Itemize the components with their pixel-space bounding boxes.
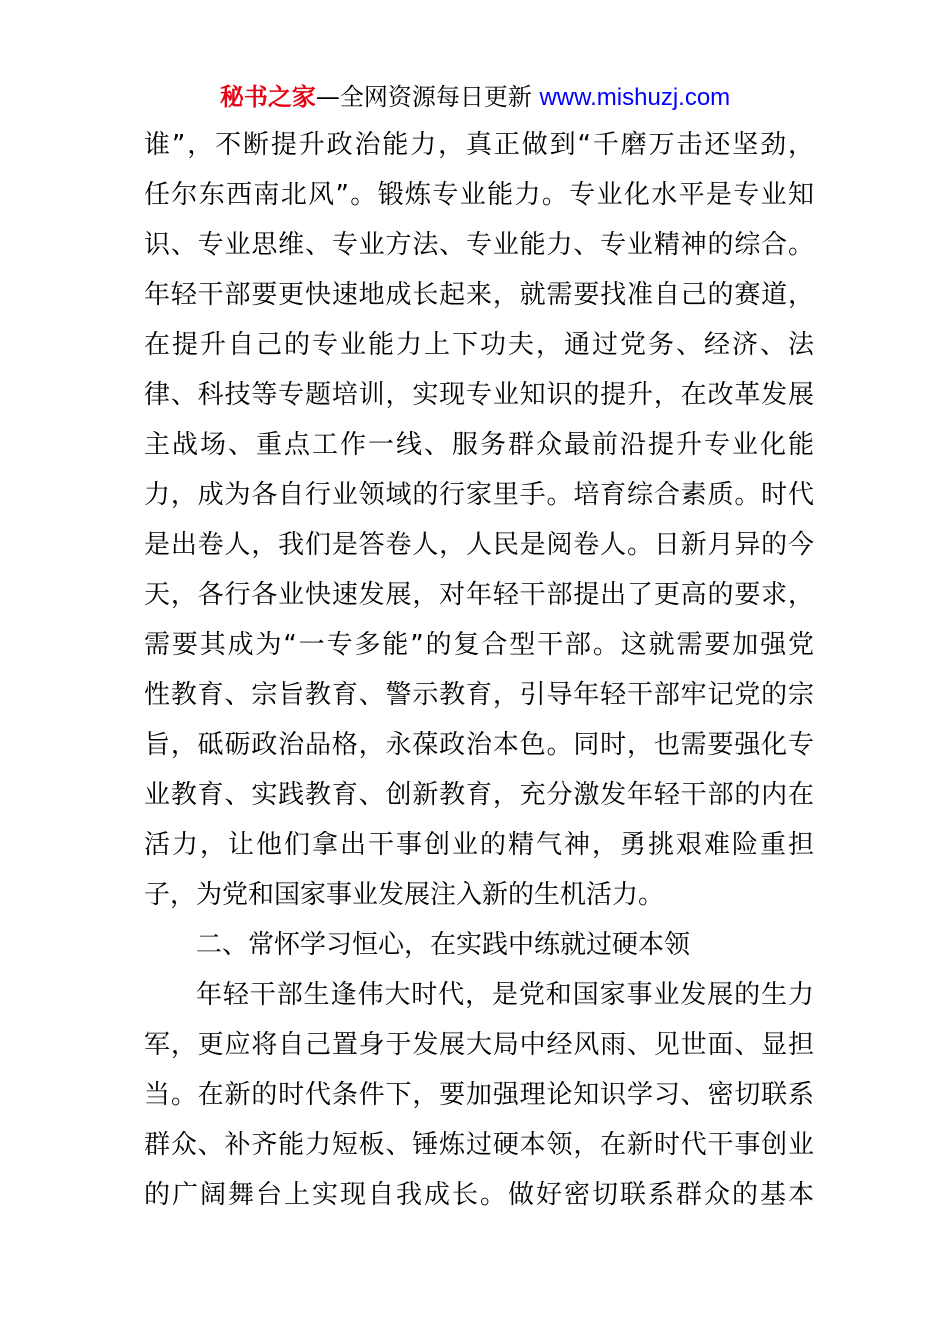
text-line: 在提升自己的专业能力上下功夫，通过党务、经济、法 <box>144 330 814 360</box>
header-tagline: —全网资源每日更新 <box>315 83 540 111</box>
text-line: 律、科技等专题培训，实现专业知识的提升，在改革发展 <box>144 380 814 410</box>
text-line: 业教育、实践教育、创新教育，充分激发年轻干部的内在 <box>144 780 814 810</box>
text-line: 子，为党和国家事业发展注入新的生机活力。 <box>144 880 665 910</box>
text-line: 群众、补齐能力短板、锤炼过硬本领，在新时代干事创业 <box>144 1130 814 1160</box>
brand-name: 秘书之家 <box>219 83 316 111</box>
text-line: 主战场、重点工作一线、服务群众最前沿提升专业化能 <box>144 430 814 460</box>
text-line: 任尔东西南北风”。锻炼专业能力。专业化水平是专业知 <box>144 180 814 210</box>
text-line: 活力，让他们拿出干事创业的精气神，勇挑艰难险重担 <box>144 830 814 860</box>
text-line: 力，成为各自行业领域的行家里手。培育综合素质。时代 <box>144 480 814 510</box>
text-line: 旨，砥砺政治品格，永葆政治本色。同时，也需要强化专 <box>144 730 814 760</box>
text-line: 识、专业思维、专业方法、专业能力、专业精神的综合。 <box>144 230 814 260</box>
site-url[interactable]: www.mishuzj.com <box>539 84 731 111</box>
text-line: 需要其成为“一专多能”的复合型干部。这就需要加强党 <box>144 630 814 660</box>
text-line: 谁”，不断提升政治能力，真正做到“千磨万击还坚劲， <box>144 130 814 160</box>
text-line: 的广阔舞台上实现自我成长。做好密切联系群众的基本 <box>144 1180 814 1210</box>
text-line: 性教育、宗旨教育、警示教育，引导年轻干部牢记党的宗 <box>144 680 814 710</box>
document-body <box>144 120 814 1220</box>
section-heading: 二、常怀学习恒心，在实践中练就过硬本领 <box>196 930 691 960</box>
page-header <box>0 82 950 113</box>
text-line: 当。在新的时代条件下，要加强理论知识学习、密切联系 <box>144 1080 814 1110</box>
text-line: 天，各行各业快速发展，对年轻干部提出了更高的要求， <box>144 580 814 610</box>
text-line: 年轻干部生逢伟大时代，是党和国家事业发展的生力 <box>196 980 814 1010</box>
text-line: 军，更应将自己置身于发展大局中经风雨、见世面、显担 <box>144 1030 814 1060</box>
text-line: 是出卷人，我们是答卷人，人民是阅卷人。日新月异的今 <box>144 530 814 560</box>
text-line: 年轻干部要更快速地成长起来，就需要找准自己的赛道， <box>144 280 814 310</box>
